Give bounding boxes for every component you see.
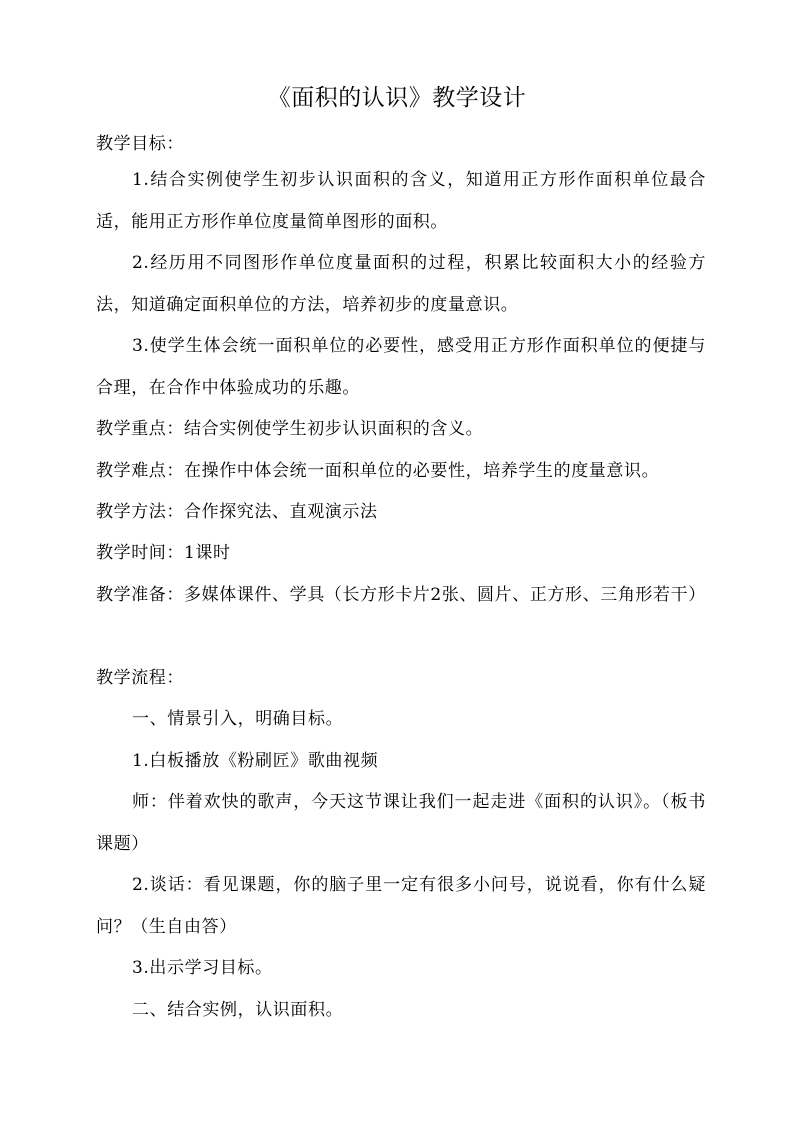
- objectives-heading: 教学目标：: [96, 134, 184, 154]
- teaching-time: 教学时间：1课时: [96, 543, 231, 563]
- key-point: 教学重点：结合实例使学生初步认识面积的含义。: [96, 419, 484, 439]
- section-1-heading: 一、情景引入，明确目标。: [132, 709, 344, 729]
- objective-1: 1.结合实例使学生初步认识面积的含义，知道用正方形作面积单位最合适，能用正方形作单位度量简单图形的面积。: [96, 170, 706, 232]
- teacher-line: 师：伴着欢快的歌声，今天这节课让我们一起走进《面积的认识》。（板书课题）: [96, 792, 706, 854]
- difficulty: 教学难点：在操作中体会统一面积单位的必要性，培养学生的度量意识。: [96, 461, 660, 481]
- step-1-1: 1.白板播放《粉刷匠》歌曲视频: [132, 751, 379, 771]
- teaching-preparation: 教学准备：多媒体课件、学具（长方形卡片2张、圆片、正方形、三角形若干）: [96, 585, 706, 605]
- step-1-3: 3.出示学习目标。: [132, 958, 273, 978]
- objective-2: 2.经历用不同图形作单位度量面积的过程，积累比较面积大小的经验方法，知道确定面积单位的方法，培养初步的度量意识。: [96, 253, 706, 315]
- section-2-heading: 二、结合实例，认识面积。: [132, 1000, 344, 1020]
- process-heading: 教学流程：: [96, 668, 184, 688]
- document-title: 《面积的认识》教学设计: [267, 85, 527, 111]
- objective-3: 3.使学生体会统一面积单位的必要性，感受用正方形作面积单位的便捷与合理，在合作中体验成功的乐趣。: [96, 336, 706, 398]
- teaching-method: 教学方法：合作探究法、直观演示法: [96, 502, 378, 522]
- step-1-2: 2.谈话：看见课题，你的脑子里一定有很多小问号，说说看，你有什么疑问？（生自由答）: [96, 875, 706, 937]
